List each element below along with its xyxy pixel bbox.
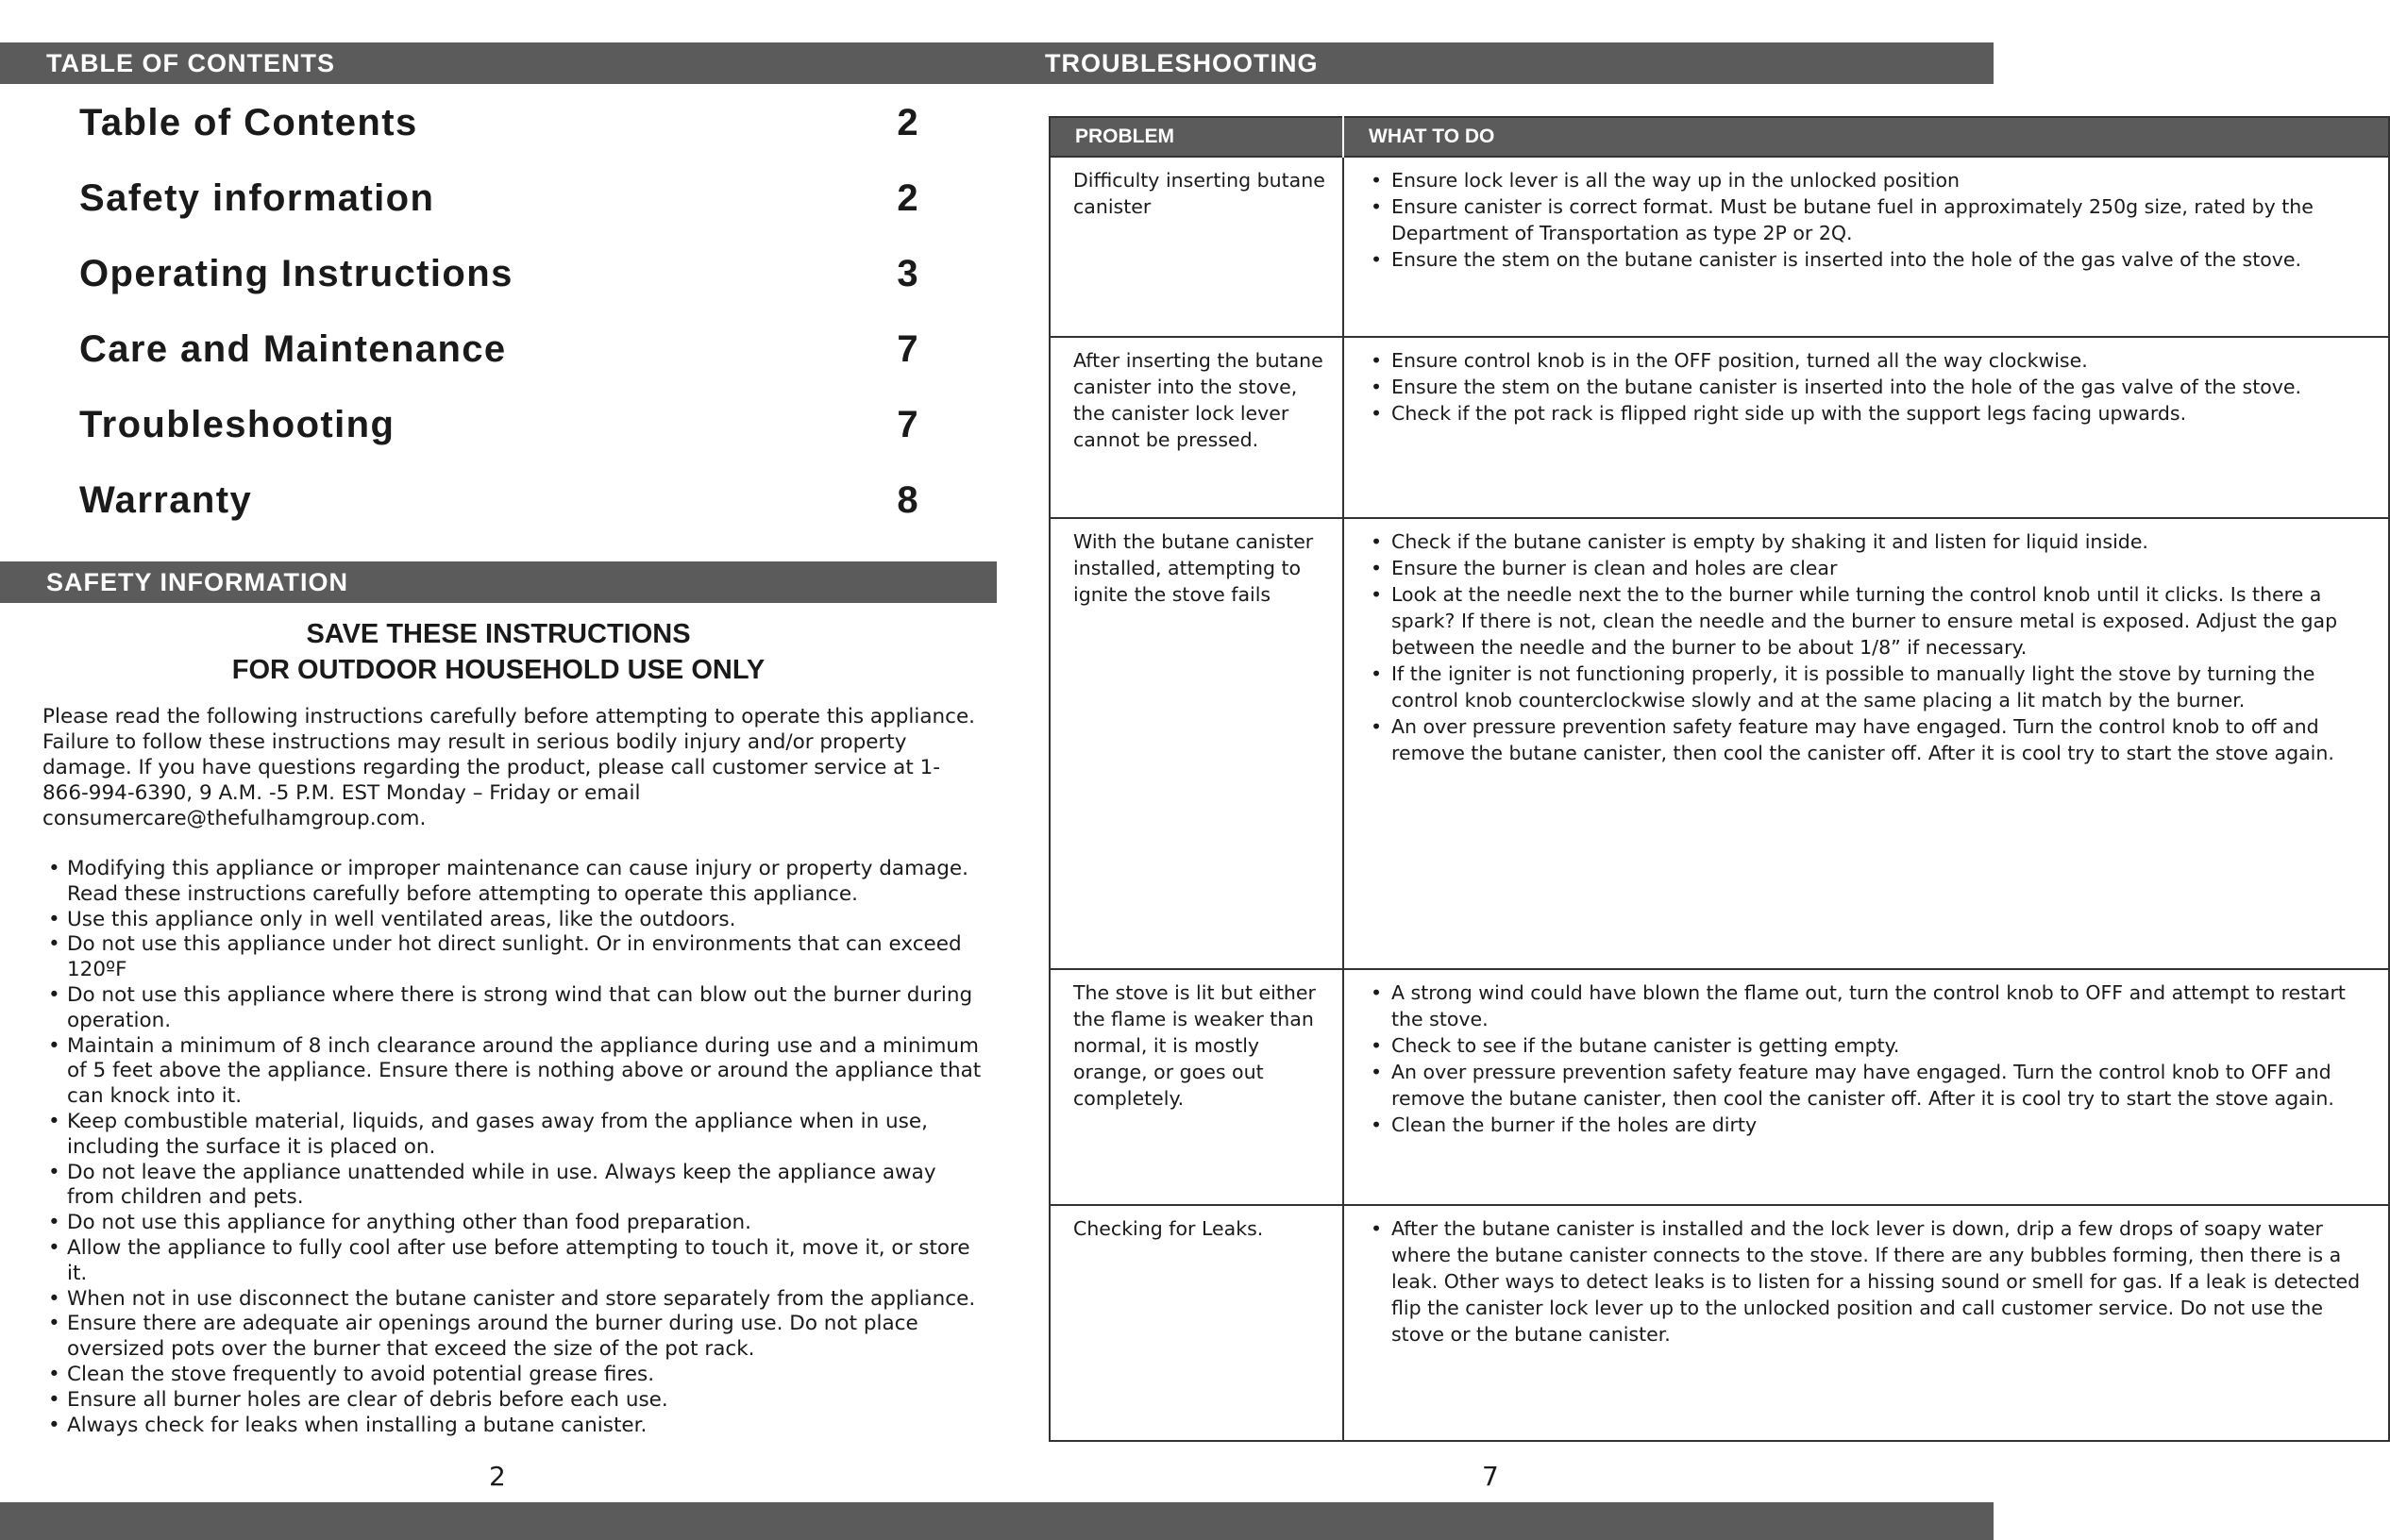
- toc-entry-title: Troubleshooting: [79, 404, 396, 445]
- safety-bullet: • When not in use disconnect the butane canister and store separately from the appliance.: [42, 1287, 986, 1313]
- toc-entry-page: 2: [897, 102, 919, 143]
- toc-section-header: TABLE OF CONTENTS: [0, 42, 997, 84]
- solution-bullet: • An over pressure prevention safety feature may have engaged. Turn the control knob to off and remove the butane canister, then cool the canister off. After it is cool try to start the stove again.: [1367, 713, 2375, 766]
- safety-bullet: • Ensure all burner holes are clear of debris before each use.: [42, 1388, 986, 1414]
- toc-entry: [79, 172, 919, 247]
- safety-bullet: • Do not use this appliance where there is strong wind that can blow out the burner during operation.: [42, 983, 986, 1034]
- table-row: [1050, 337, 2389, 518]
- toc-entry: [79, 96, 919, 172]
- table-row: [1050, 969, 2389, 1205]
- outdoor-use-heading: FOR OUTDOOR HOUSEHOLD USE ONLY: [231, 655, 766, 685]
- safety-intro-paragraph: Please read the following instructions carefully before attempting to operate this appliance. Failure to follow these instructions may result in serious bodily injury and/or property damage. If you have questions regarding the product, please call customer service at 1-866-994-6390, 9 A.M. -5 P.M. EST Monday – Friday or email consumercare@thefulhamgroup.com.: [42, 705, 976, 830]
- table-row: [1050, 157, 2389, 337]
- solution-cell: [1343, 337, 2389, 518]
- toc-entry: [79, 247, 919, 323]
- solution-bullet: • An over pressure prevention safety feature may have engaged. Turn the control knob to OFF and remove the butane canister, then cool the canister off. After it is cool try to start the stove again.: [1367, 1059, 2375, 1112]
- solution-bullet: • Ensure the stem on the butane canister is inserted into the hole of the gas valve of the stove.: [1367, 374, 2375, 400]
- toc-entry-title: Operating Instructions: [79, 253, 513, 294]
- safety-bullet: • Maintain a minimum of 8 inch clearance around the appliance during use and a minimum of 5 feet above the appliance. Ensure there is nothing above or around the appliance that can knock into it.: [42, 1034, 986, 1110]
- troubleshooting-section-header: TROUBLESHOOTING: [997, 42, 1994, 84]
- safety-bullet: • Clean the stove frequently to avoid potential grease fires.: [42, 1363, 986, 1388]
- table-header-row: [1050, 117, 2389, 157]
- solution-bullet: • Ensure the burner is clean and holes are clear: [1367, 555, 2375, 581]
- safety-bullet: • Modifying this appliance or improper maintenance can cause injury or property damage. Read these instructions carefully before attempting to operate this appliance.: [42, 857, 986, 908]
- toc-entry-title: Care and Maintenance: [79, 328, 507, 370]
- solution-bullet: • Check to see if the butane canister is getting empty.: [1367, 1032, 2375, 1059]
- toc-entry-title: Table of Contents: [79, 102, 418, 143]
- save-instructions-heading: SAVE THESE INSTRUCTIONS: [306, 619, 691, 649]
- solution-bullet: • Ensure the stem on the butane canister is inserted into the hole of the gas valve of the stove.: [1367, 246, 2375, 273]
- problem-cell: Difficulty inserting butane canister: [1050, 157, 1343, 337]
- column-header-problem: PROBLEM: [1050, 117, 1343, 157]
- table-row: [1050, 1205, 2389, 1441]
- safety-bullet: • Keep combustible material, liquids, and gases away from the appliance when in use, including the surface it is placed on.: [42, 1110, 986, 1161]
- toc-entry: [79, 323, 919, 398]
- problem-cell: After inserting the butane canister into the stove, the canister lock lever cannot be pressed.: [1050, 337, 1343, 518]
- toc-entry-title: Warranty: [79, 479, 253, 521]
- solution-bullet: • A strong wind could have blown the flame out, turn the control knob to OFF and attempt to restart the stove.: [1367, 979, 2375, 1032]
- safety-bullet: • Allow the appliance to fully cool after use before attempting to touch it, move it, or store it.: [42, 1236, 986, 1287]
- toc-entry: [79, 474, 919, 549]
- solution-bullet: • Check if the butane canister is empty by shaking it and listen for liquid inside.: [1367, 528, 2375, 555]
- safety-bullet: • Do not leave the appliance unattended while in use. Always keep the appliance away from children and pets.: [42, 1161, 986, 1212]
- solution-bullet: • Check if the pot rack is flipped right side up with the support legs facing upwards.: [1367, 400, 2375, 427]
- safety-bullet: • Use this appliance only in well ventilated areas, like the outdoors.: [42, 908, 986, 933]
- solution-cell: [1343, 157, 2389, 337]
- solution-bullet: • Look at the needle next the to the burner while turning the control knob until it clicks. Is there a spark? If there is not, clean the needle and the burner to ensure metal is exposed. Adjust the gap between the needle and the burner to be about 1/8” if necessary.: [1367, 581, 2375, 661]
- safety-bullet: • Do not use this appliance for anything other than food preparation.: [42, 1211, 986, 1236]
- page-number-left: 2: [489, 1461, 506, 1492]
- toc-entry-page: 7: [897, 328, 919, 370]
- toc-entry-title: Safety information: [79, 177, 435, 219]
- solution-bullet: • Ensure control knob is in the OFF position, turned all the way clockwise.: [1367, 347, 2375, 374]
- solution-cell: [1343, 969, 2389, 1205]
- page-number-right: 7: [1482, 1461, 1499, 1492]
- table-of-contents: [79, 96, 919, 549]
- problem-cell: The stove is lit but either the flame is weaker than normal, it is mostly orange, or goes out completely.: [1050, 969, 1343, 1205]
- safety-section-header: SAFETY INFORMATION: [0, 561, 997, 603]
- footer-bar: [0, 1502, 1994, 1540]
- solution-bullet: • Ensure canister is correct format. Must be butane fuel in approximately 250g size, rated by the Department of Transportation as type 2P or 2Q.: [1367, 193, 2375, 246]
- toc-entry-page: 7: [897, 404, 919, 445]
- safety-bullet: • Do not use this appliance under hot direct sunlight. Or in environments that can exceed 120ºF: [42, 932, 986, 983]
- safety-bullet-list: [42, 857, 986, 1438]
- problem-cell: Checking for Leaks.: [1050, 1205, 1343, 1441]
- safety-bullet: • Always check for leaks when installing a butane canister.: [42, 1414, 986, 1439]
- toc-entry-page: 2: [897, 177, 919, 219]
- solution-bullet: • Ensure lock lever is all the way up in the unlocked position: [1367, 167, 2375, 193]
- troubleshooting-table: [1049, 116, 2390, 1442]
- column-header-what-to-do: WHAT TO DO: [1343, 117, 2389, 157]
- toc-entry-page: 8: [897, 479, 919, 521]
- safety-bullet: • Ensure there are adequate air openings around the burner during use. Do not place oversized pots over the burner that exceed the size of the pot rack.: [42, 1312, 986, 1363]
- toc-entry-page: 3: [897, 253, 919, 294]
- toc-entry: [79, 398, 919, 474]
- solution-bullet: • If the igniter is not functioning properly, it is possible to manually light the stove by turning the control knob counterclockwise slowly and at the same placing a lit match by the burner.: [1367, 661, 2375, 713]
- solution-bullet: • After the butane canister is installed and the lock lever is down, drip a few drops of soapy water where the butane canister connects to the stove. If there are any bubbles forming, then there is a leak. Other ways to detect leaks is to listen for a hissing sound or smell for gas. If a leak is detected flip the canister lock lever up to the unlocked position and call customer service. Do not use the stove or the butane canister.: [1367, 1215, 2375, 1348]
- solution-bullet: • Clean the burner if the holes are dirty: [1367, 1112, 2375, 1138]
- table-row: [1050, 518, 2389, 969]
- solution-cell: [1343, 1205, 2389, 1441]
- problem-cell: With the butane canister installed, attempting to ignite the stove fails: [1050, 518, 1343, 969]
- solution-cell: [1343, 518, 2389, 969]
